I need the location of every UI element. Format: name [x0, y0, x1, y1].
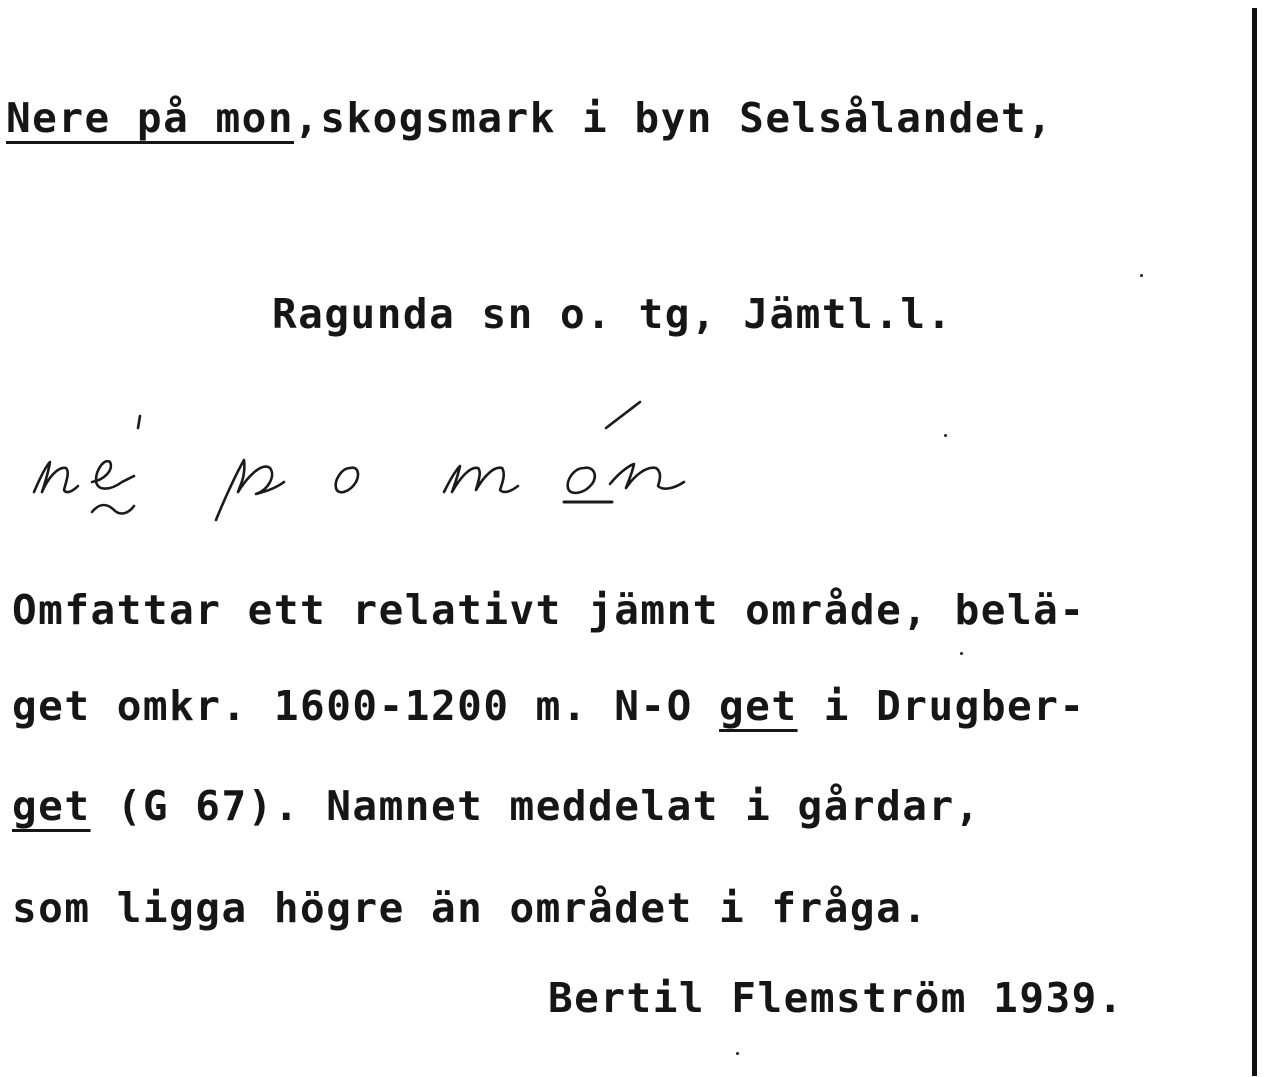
scan-speck: [1140, 274, 1143, 277]
body-line-1: Omfattar ett relativt jämnt område, belä-: [12, 586, 1086, 634]
signature-line: Bertil Flemström 1939.: [548, 974, 1125, 1022]
body-line-2-start: get omkr. 1600-1200 m. N-O: [12, 682, 719, 730]
place-name: Nere på mon: [6, 94, 295, 142]
scan-speck: [944, 434, 947, 437]
heading-description: ,skogsmark i byn Selsålandet,: [294, 94, 1054, 142]
scan-speck: [960, 652, 963, 655]
body-line-4: som ligga högre än området i fråga.: [12, 884, 929, 932]
body-line-2-underlined: get: [718, 682, 798, 730]
body-line-2: [12, 682, 1086, 730]
body-line-3: [12, 782, 981, 830]
body-line-3-rest: (G 67). Namnet meddelat i gårdar,: [90, 782, 981, 830]
body-line-2-end: i Drugber-: [797, 682, 1086, 730]
scan-speck: [736, 1052, 739, 1055]
location-line: Ragunda sn o. tg, Jämtl.l.: [272, 290, 953, 338]
body-line-3-underlined: get: [12, 782, 91, 830]
